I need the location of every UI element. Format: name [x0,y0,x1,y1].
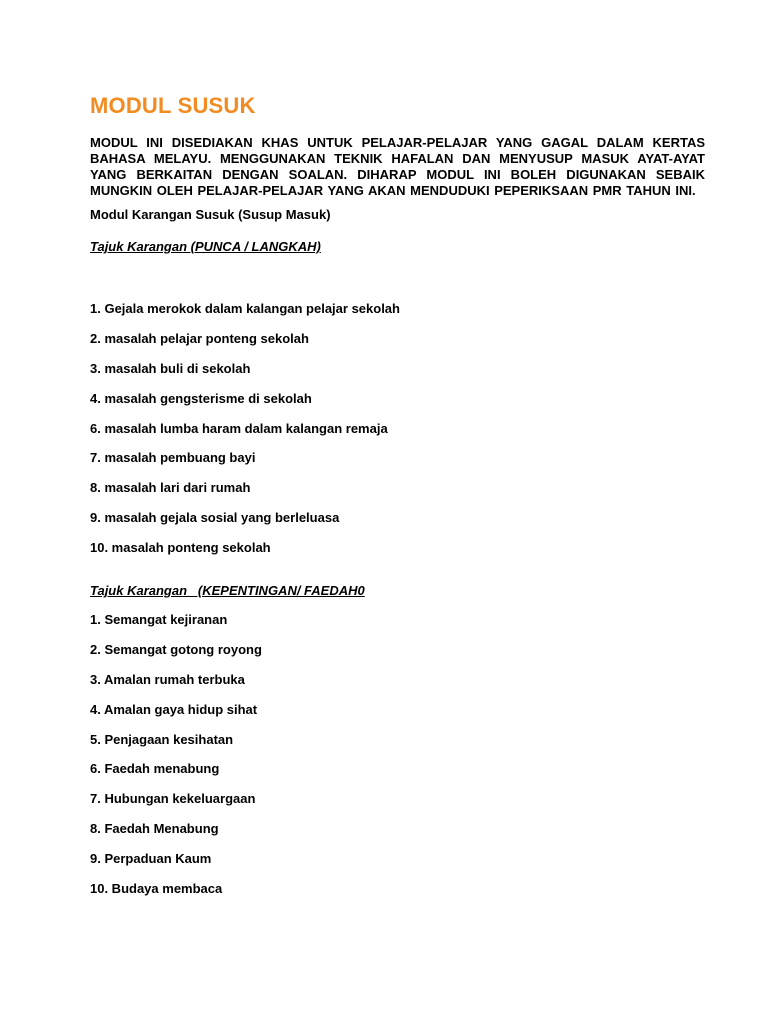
list-item: 3. Amalan rumah terbuka [90,671,245,687]
list-item: 4. masalah gengsterisme di sekolah [90,390,312,406]
list-item: 7. masalah pembuang bayi [90,450,256,466]
topic-list-kepentingan-faedah [90,612,262,911]
list-item: 8. masalah lari dari rumah [90,480,251,496]
list-item: 4. Amalan gaya hidup sihat [90,701,258,717]
list-item: 8. Faedah Menabung [90,821,219,837]
list-item: 10. masalah ponteng sekolah [90,540,271,556]
section-heading-kepentingan-faedah: Tajuk Karangan (KEPENTINGAN/ FAEDAH0 [90,583,365,598]
list-item: 9. masalah gejala sosial yang berleluasa [90,510,340,526]
list-item: 6. masalah lumba haram dalam kalangan remaja [90,420,388,436]
list-item: 10. Budaya membaca [90,881,223,897]
list-item: 7. Hubungan kekeluargaan [90,791,256,807]
section-heading-punca-langkah: Tajuk Karangan (PUNCA / LANGKAH) [90,239,321,254]
list-item: 5. Penjagaan kesihatan [90,731,234,747]
topic-list-punca-langkah [90,301,400,570]
intro-paragraph: MODUL INI DISEDIAKAN KHAS UNTUK PELAJAR-PELAJAR YANG GAGAL DALAM KERTAS BAHASA MELAYU. MENGGUNAKAN TEKNIK HAFALAN DAN MENYUSUP MASUK AYAT-AYAT YANG BERKAITAN DENGAN SOALAN. DIHARAP MODUL INI BOLEH DIGUNAKAN SEBAIK MUNGKIN OLEH PELAJAR-PELAJAR YANG AKAN MENDUDUKI PEPERIKSAAN PMR TAHUN INI. [90,135,705,198]
list-item: 3. masalah buli di sekolah [90,360,251,376]
list-item: 6. Faedah menabung [90,761,220,777]
list-item: 2. masalah pelajar ponteng sekolah [90,330,309,346]
document-title: MODUL SUSUK [90,93,256,118]
list-item: 1. Semangat kejiranan [90,612,228,627]
module-subtitle: Modul Karangan Susuk (Susup Masuk) [90,207,331,222]
list-item: 9. Perpaduan Kaum [90,851,212,867]
list-item: 1. Gejala merokok dalam kalangan pelajar sekolah [90,301,400,316]
list-item: 2. Semangat gotong royong [90,641,262,657]
